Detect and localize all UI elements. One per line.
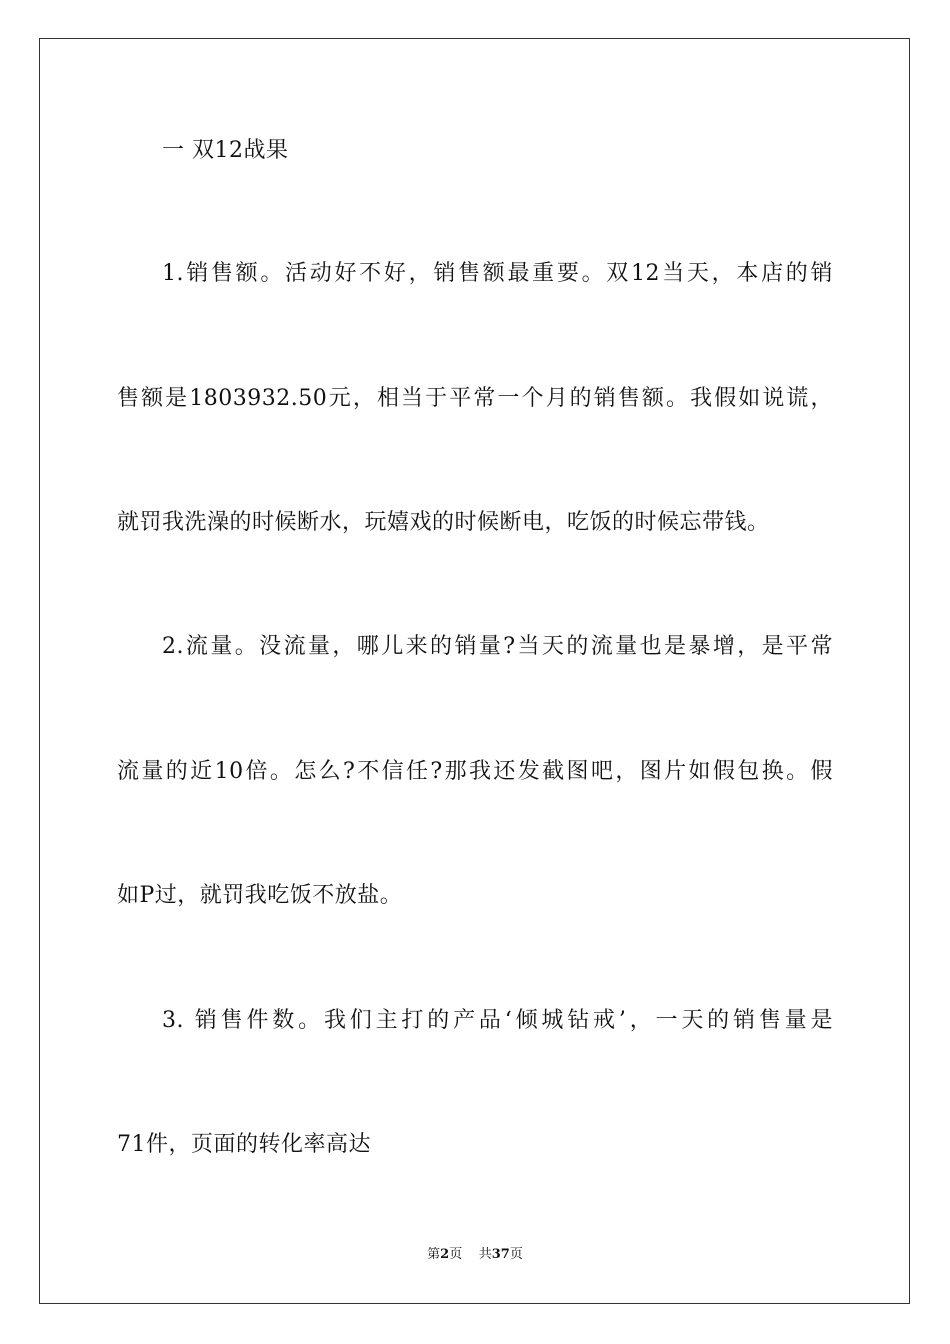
total-prefix: 共 xyxy=(478,1247,492,1262)
total-pages-number: 37 xyxy=(491,1247,510,1262)
current-page-number: 2 xyxy=(440,1247,450,1262)
paragraph-1-line-2: 售额是1803932.50元，相当于平常一个月的销售额。我假如说谎， xyxy=(117,386,833,411)
paragraph-3-line-1: 3. 销售件数。我们主打的产品‘倾城钻戒’，一天的销售量是 xyxy=(162,1008,833,1033)
page-prefix: 第 xyxy=(427,1247,441,1262)
section-heading: 一 双12战果 xyxy=(162,138,289,163)
paragraph-2-line-1: 2.流量。没流量，哪儿来的销量?当天的流量也是暴增，是平常 xyxy=(162,634,833,659)
paragraph-1-line-3: 就罚我洗澡的时候断水，玩嬉戏的时候断电，吃饭的时候忘带钱。 xyxy=(117,510,770,535)
page-border xyxy=(39,38,910,1304)
paragraph-1-line-1: 1.销售额。活动好不好，销售额最重要。双12当天，本店的销 xyxy=(162,261,833,286)
paragraph-2-line-2: 流量的近10倍。怎么?不信任?那我还发截图吧，图片如假包换。假 xyxy=(117,759,833,784)
paragraph-3-line-2: 71件，页面的转化率高达 xyxy=(117,1132,371,1157)
page-suffix: 页 xyxy=(449,1247,463,1262)
total-suffix: 页 xyxy=(509,1247,523,1262)
paragraph-2-line-3: 如P过，就罚我吃饭不放盐。 xyxy=(117,883,403,908)
page-footer xyxy=(0,1246,950,1264)
